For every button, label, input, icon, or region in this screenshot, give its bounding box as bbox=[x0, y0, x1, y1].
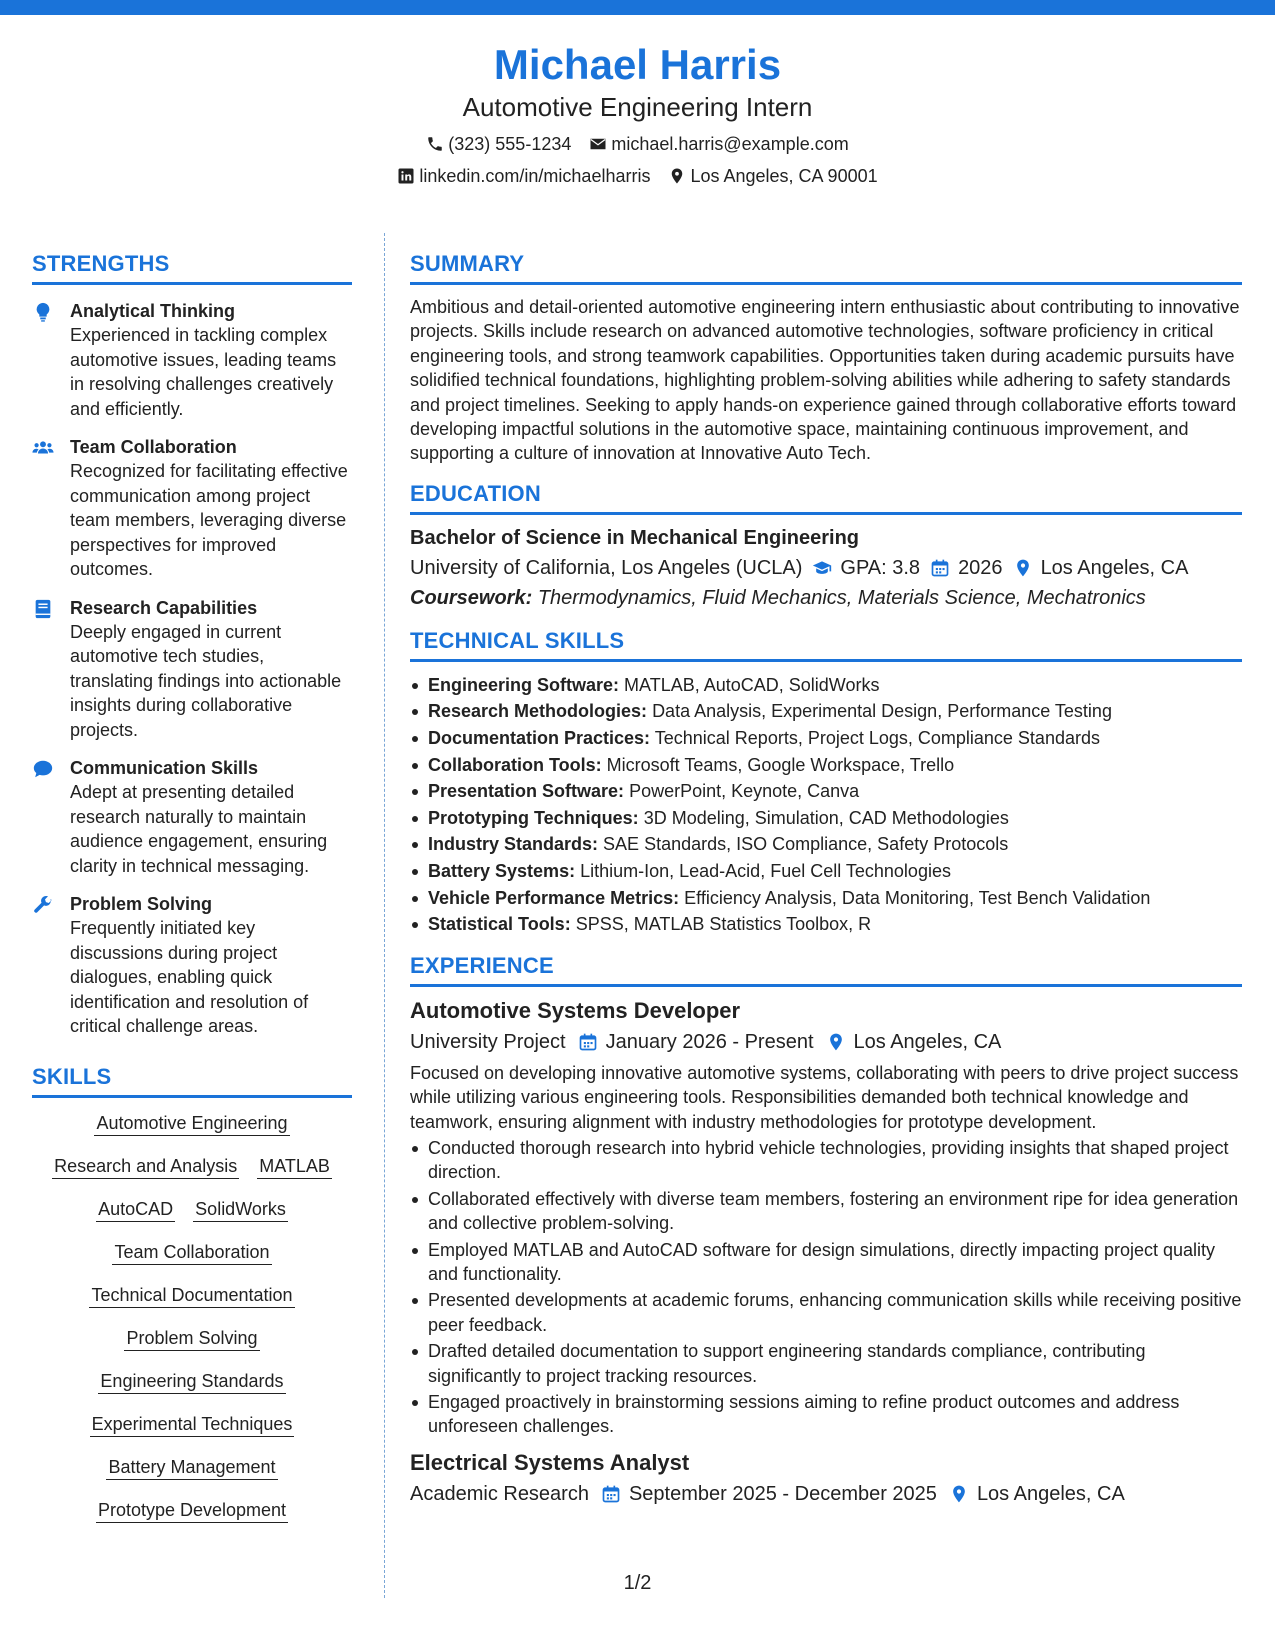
tech-skill-item bbox=[410, 911, 1242, 938]
tech-skill-value: SPSS, MATLAB Statistics Toolbox, R bbox=[575, 914, 872, 935]
location-pin-icon bbox=[1013, 558, 1033, 578]
location-pin-icon bbox=[668, 167, 686, 185]
education-school: University of California, Los Angeles (UCLA) bbox=[410, 556, 803, 579]
tech-skill-label: Vehicle Performance Metrics: bbox=[428, 887, 680, 908]
job-location bbox=[949, 1479, 1125, 1509]
education-location-text: Los Angeles, CA bbox=[1040, 556, 1189, 579]
tech-skill-item bbox=[410, 805, 1242, 832]
strength-item bbox=[32, 892, 352, 1039]
job-meta bbox=[410, 1479, 1242, 1509]
strength-item bbox=[32, 596, 352, 743]
education-degree: Bachelor of Science in Mechanical Engineering bbox=[410, 526, 860, 549]
wrench-icon bbox=[32, 894, 54, 916]
job-bullet: Engaged proactively in brainstorming sessions aiming to refine product outcomes and address unforeseen challenges. bbox=[410, 1390, 1242, 1439]
strength-item bbox=[32, 756, 352, 878]
job-description: Focused on developing innovative automotive systems, collaborating with peers to drive project success while utilizing various engineering tools. Responsibilities demanded both technical knowledge and teamwork, ensuring alignment with industry methodologies for prototype development. bbox=[410, 1062, 1239, 1132]
skills-list bbox=[32, 1112, 352, 1523]
calendar-icon bbox=[578, 1032, 598, 1052]
linkedin-text: linkedin.com/in/michaelharris bbox=[419, 166, 651, 186]
strength-desc: Frequently initiated key discussions during project dialogues, enabling quick identification and resolution of critical challenge areas. bbox=[70, 918, 309, 1036]
experience-entry bbox=[410, 1449, 1242, 1509]
location-pin-icon bbox=[949, 1484, 969, 1504]
strength-desc: Experienced in tackling complex automotive issues, leading teams in resolving challenges creatively and efficiently. bbox=[70, 325, 337, 419]
skill-tag: AutoCAD bbox=[96, 1198, 175, 1222]
summary-text: Ambitious and detail-oriented automotive engineering intern enthusiastic about contributing to innovative projects. Skills include research on advanced automotive technologies, software proficiency in critical engineering tools, and strong teamwork capabilities. Opportunities taken during academic pursuits have solidified technical foundations, highlighting problem-solving abilities while adhering to safety standards and project timelines. Seeking to apply hands-on experience gained through collaborative efforts toward developing impactful solutions in the automotive space, maintaining continuous improvement, and supporting a culture of innovation at Innovative Auto Tech. bbox=[410, 297, 1240, 464]
job-location-text: Los Angeles, CA bbox=[853, 1030, 1002, 1053]
tech-skill-item bbox=[410, 831, 1242, 858]
contact-phone bbox=[426, 132, 571, 156]
left-column bbox=[32, 250, 352, 1542]
location-text: Los Angeles, CA 90001 bbox=[690, 166, 878, 186]
calendar-icon bbox=[930, 558, 950, 578]
strength-title: Communication Skills bbox=[70, 758, 259, 778]
tech-skill-value: 3D Modeling, Simulation, CAD Methodologies bbox=[643, 807, 1009, 828]
education-year bbox=[930, 553, 1003, 583]
tech-skill-value: PowerPoint, Keynote, Canva bbox=[629, 781, 860, 802]
strength-desc: Deeply engaged in current automotive tech studies, translating findings into actionable insights during collaborative projects. bbox=[70, 621, 342, 740]
strength-title: Research Capabilities bbox=[70, 597, 258, 618]
tech-skill-label: Industry Standards: bbox=[428, 834, 599, 855]
tech-skill-label: Prototyping Techniques: bbox=[428, 807, 639, 828]
job-title: Automotive Systems Developer bbox=[410, 997, 741, 1023]
skill-tag: Technical Documentation bbox=[89, 1284, 294, 1308]
education-meta bbox=[410, 553, 1242, 583]
tech-skill-value: Technical Reports, Project Logs, Compliance Standards bbox=[654, 728, 1100, 749]
right-column bbox=[410, 250, 1242, 1509]
tech-skill-item bbox=[410, 672, 1242, 699]
tech-skill-value: Efficiency Analysis, Data Monitoring, Test Bench Validation bbox=[684, 887, 1151, 908]
speech-bubble-icon bbox=[32, 758, 54, 780]
page-number: 1/2 bbox=[623, 1572, 652, 1594]
contact-row-2 bbox=[0, 164, 1275, 188]
strength-title: Problem Solving bbox=[70, 894, 213, 914]
tech-skill-label: Battery Systems: bbox=[428, 861, 576, 881]
job-location-text: Los Angeles, CA bbox=[976, 1482, 1125, 1505]
job-dates-text: September 2025 - December 2025 bbox=[628, 1482, 937, 1505]
tech-skill-item bbox=[410, 778, 1242, 805]
users-icon bbox=[32, 437, 54, 459]
skill-tag: Prototype Development bbox=[96, 1499, 288, 1523]
tech-skill-value: SAE Standards, ISO Compliance, Safety Protocols bbox=[603, 834, 1009, 855]
skill-tag: Team Collaboration bbox=[112, 1241, 271, 1265]
skill-tag: Problem Solving bbox=[124, 1327, 259, 1351]
contact-linkedin[interactable] bbox=[397, 164, 650, 188]
coursework bbox=[410, 583, 1242, 613]
job-bullet: Conducted thorough research into hybrid vehicle technologies, providing insights that shaped project direction. bbox=[410, 1136, 1242, 1185]
education-location bbox=[1013, 553, 1189, 583]
column-divider bbox=[384, 233, 385, 1598]
tech-skill-label: Documentation Practices: bbox=[428, 728, 651, 749]
contact-location bbox=[668, 164, 877, 188]
tech-skill-label: Collaboration Tools: bbox=[428, 754, 602, 775]
candidate-title: Automotive Engineering Intern bbox=[462, 92, 813, 122]
calendar-icon bbox=[601, 1484, 621, 1504]
experience-heading: EXPERIENCE bbox=[410, 952, 1242, 987]
book-icon bbox=[32, 598, 54, 620]
strength-desc: Recognized for facilitating effective communication among project team members, leveraging diverse perspectives for improved outcomes. bbox=[70, 461, 348, 579]
tech-skill-value: Lithium-Ion, Lead-Acid, Fuel Cell Technologies bbox=[580, 861, 951, 881]
tech-skill-label: Engineering Software: bbox=[428, 674, 620, 695]
skill-tag: Research and Analysis bbox=[52, 1155, 239, 1179]
graduation-cap-icon bbox=[812, 558, 832, 578]
skill-tag: SolidWorks bbox=[193, 1198, 288, 1222]
tech-skill-value: Microsoft Teams, Google Workspace, Trello bbox=[606, 754, 955, 775]
job-bullets bbox=[410, 1136, 1242, 1439]
skill-tag: MATLAB bbox=[257, 1155, 332, 1179]
envelope-icon bbox=[589, 135, 607, 153]
tech-skill-value: Data Analysis, Experimental Design, Performance Testing bbox=[652, 701, 1112, 722]
resume-header bbox=[0, 40, 1275, 188]
job-dates bbox=[601, 1479, 937, 1509]
top-accent-bar bbox=[0, 0, 1275, 15]
technical-skills-heading: TECHNICAL SKILLS bbox=[410, 627, 1242, 662]
strengths-list bbox=[32, 299, 352, 1039]
job-bullet: Drafted detailed documentation to support engineering standards compliance, contributing significantly to project tracking resources. bbox=[410, 1339, 1242, 1388]
contact-row-1 bbox=[0, 132, 1275, 156]
gpa-text: GPA: 3.8 bbox=[840, 556, 921, 579]
job-location bbox=[826, 1027, 1002, 1057]
job-org: University Project bbox=[410, 1030, 566, 1053]
skill-tag: Experimental Techniques bbox=[90, 1413, 295, 1437]
job-org: Academic Research bbox=[410, 1482, 589, 1505]
year-text: 2026 bbox=[958, 556, 1003, 579]
coursework-label: Coursework: bbox=[410, 586, 533, 609]
contact-email[interactable] bbox=[589, 132, 848, 156]
job-bullet: Employed MATLAB and AutoCAD software for design simulations, directly impacting project quality and functionality. bbox=[410, 1238, 1242, 1287]
job-title: Electrical Systems Analyst bbox=[410, 1449, 690, 1475]
job-dates bbox=[578, 1027, 814, 1057]
experience-entry bbox=[410, 997, 1242, 1439]
skills-heading: SKILLS bbox=[32, 1063, 352, 1098]
candidate-name: Michael Harris bbox=[493, 41, 782, 88]
technical-skills-list bbox=[410, 672, 1242, 938]
email-text: michael.harris@example.com bbox=[611, 134, 849, 154]
tech-skill-label: Statistical Tools: bbox=[428, 914, 571, 935]
tech-skill-item bbox=[410, 725, 1242, 752]
location-pin-icon bbox=[826, 1032, 846, 1052]
job-meta bbox=[410, 1027, 1242, 1057]
education-heading: EDUCATION bbox=[410, 480, 1242, 515]
tech-skill-item bbox=[410, 885, 1242, 912]
tech-skill-value: MATLAB, AutoCAD, SolidWorks bbox=[624, 674, 880, 695]
strength-item bbox=[32, 299, 352, 421]
strength-desc: Adept at presenting detailed research naturally to maintain audience engagement, ensuring clarity in technical messaging. bbox=[70, 782, 328, 876]
education-gpa bbox=[812, 553, 920, 583]
tech-skill-item bbox=[410, 752, 1242, 779]
tech-skill-item bbox=[410, 858, 1242, 885]
strength-title: Team Collaboration bbox=[70, 437, 237, 457]
summary-heading: SUMMARY bbox=[410, 250, 1242, 285]
strength-item bbox=[32, 435, 352, 582]
tech-skill-label: Presentation Software: bbox=[428, 781, 625, 802]
job-dates-text: January 2026 - Present bbox=[605, 1030, 814, 1053]
tech-skill-item bbox=[410, 698, 1242, 725]
skill-tag: Engineering Standards bbox=[98, 1370, 285, 1394]
strength-title: Analytical Thinking bbox=[70, 301, 236, 321]
skill-tag: Battery Management bbox=[106, 1456, 277, 1480]
strengths-heading: STRENGTHS bbox=[32, 250, 352, 285]
skill-tag: Automotive Engineering bbox=[94, 1112, 289, 1136]
tech-skill-label: Research Methodologies: bbox=[428, 701, 648, 722]
phone-text: (323) 555-1234 bbox=[448, 134, 572, 154]
linkedin-icon bbox=[397, 167, 415, 185]
job-bullet: Collaborated effectively with diverse team members, fostering an environment ripe for idea generation and collective problem-solving. bbox=[410, 1187, 1242, 1236]
coursework-list: Thermodynamics, Fluid Mechanics, Materials Science, Mechatronics bbox=[537, 586, 1146, 609]
job-bullet: Presented developments at academic forums, enhancing communication skills while receiving positive peer feedback. bbox=[410, 1288, 1242, 1337]
lightbulb-icon bbox=[32, 301, 54, 323]
phone-icon bbox=[426, 135, 444, 153]
